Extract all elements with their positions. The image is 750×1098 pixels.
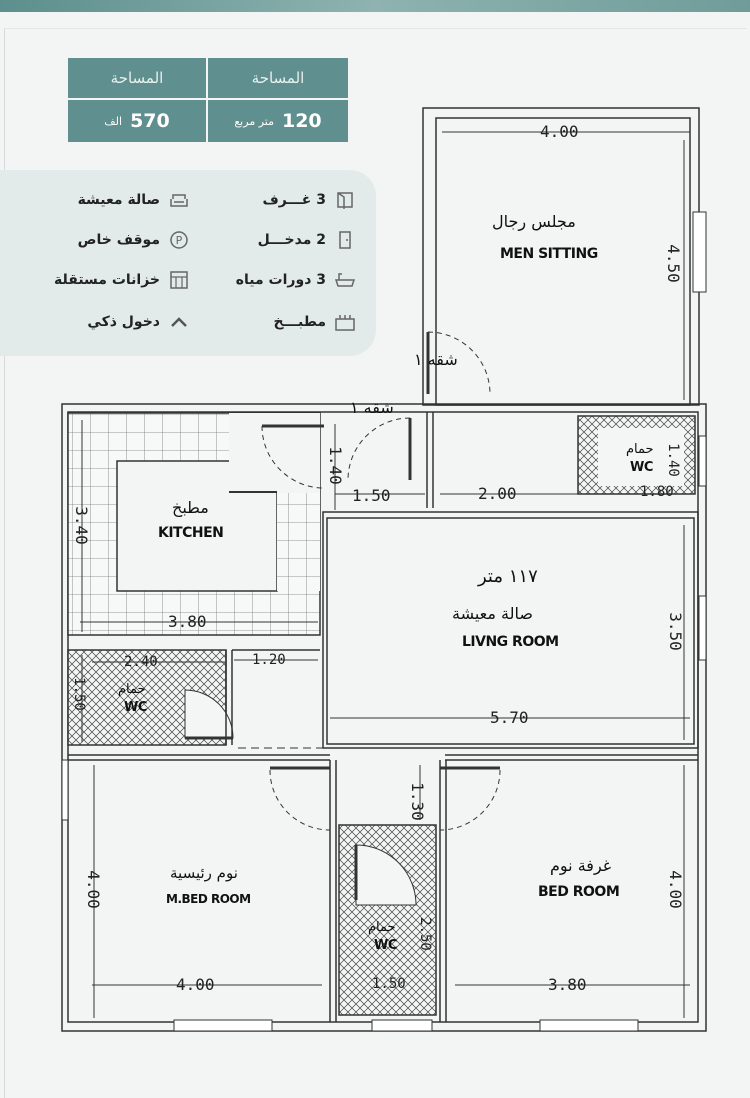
feature-tanks-label: خزانات مستقلة — [54, 272, 160, 288]
price-header: المساحة — [68, 58, 206, 98]
wc3-ar: حمام — [368, 920, 396, 935]
entry2-label: شقه ١ — [350, 398, 394, 417]
kitchen-tiles — [68, 413, 320, 635]
feature-living-label: صالة معيشة — [77, 192, 160, 208]
area-unit: متر مربع — [234, 114, 274, 128]
wc3-en: WC — [374, 938, 397, 953]
dim-corridor-width: 1.50 — [352, 486, 391, 505]
men-sitting-ar: مجلس رجال — [492, 212, 576, 231]
master-bedroom-ar: نوم رئيسية — [170, 864, 238, 882]
price-value: 570 — [130, 110, 170, 132]
dim-wc3-width: 1.50 — [372, 976, 406, 992]
window — [174, 1020, 272, 1031]
dim-wc2-height: 1.50 — [70, 677, 87, 711]
price-unit: الف — [104, 114, 123, 128]
feature-kitchen-label: مطبـــخ — [273, 314, 326, 330]
dim-living-height: 3.50 — [665, 612, 685, 651]
bedroom-ar: غرفة نوم — [550, 856, 612, 875]
men-sitting-en: MEN SITTING — [500, 246, 598, 262]
dim-corridor-height: 1.40 — [325, 446, 345, 485]
dim-kitchen-width: 3.80 — [168, 612, 207, 631]
wc2-en: WC — [124, 700, 147, 715]
dim-hall2-height: 1.30 — [407, 782, 427, 821]
living-area: ١١٧ متر — [478, 566, 538, 587]
window — [62, 760, 68, 820]
dim-wc1-height: 1.40 — [664, 443, 681, 477]
window — [693, 212, 706, 292]
dim-wc1-width: 1.80 — [640, 484, 674, 500]
kitchen-ar: مطبخ — [172, 498, 209, 517]
dim-bedroom-width: 3.80 — [548, 975, 587, 994]
living-en: LIVNG ROOM — [462, 634, 559, 650]
wc2-ar: حمام — [118, 682, 146, 697]
dim-store-width: 1.20 — [252, 652, 286, 668]
window — [372, 1020, 432, 1031]
dim-living-width: 5.70 — [490, 708, 529, 727]
dim-wc3-height: 2.50 — [416, 917, 433, 951]
dim-bedroom-height: 4.00 — [665, 870, 685, 909]
living-ar: صالة معيشة — [452, 604, 533, 623]
dim-kitchen-height: 3.40 — [71, 506, 91, 545]
feature-parking-label: موقف خاص — [77, 232, 160, 248]
kitchen-en: KITCHEN — [158, 525, 224, 541]
dim-hall-width: 2.00 — [478, 484, 517, 503]
window — [699, 596, 706, 660]
dim-master-height: 4.00 — [83, 870, 103, 909]
dim-master-width: 4.00 — [176, 975, 215, 994]
dim-wc2-width: 2.40 — [124, 654, 158, 670]
dim-men-width: 4.00 — [540, 122, 579, 141]
window — [540, 1020, 638, 1031]
master-bedroom-en: M.BED ROOM — [166, 892, 251, 906]
dim-men-height: 4.50 — [663, 244, 683, 283]
wc1-ar: حمام — [626, 442, 654, 457]
svg-text:P: P — [175, 234, 183, 247]
feature-entrances-label: 2 مدخـــل — [257, 232, 326, 248]
feature-rooms-label: 3 غـــرف — [262, 192, 326, 208]
feature-baths-label: 3 دورات مياه — [235, 272, 326, 288]
wc1-en: WC — [630, 460, 653, 475]
entry1-label: شقه ١ — [414, 350, 458, 369]
feature-smart-entry-label: دخول ذكي — [87, 314, 160, 330]
area-header: المساحة — [208, 58, 348, 98]
bedroom-en: BED ROOM — [538, 884, 620, 900]
area-value: 120 — [281, 110, 322, 132]
window — [699, 436, 706, 486]
